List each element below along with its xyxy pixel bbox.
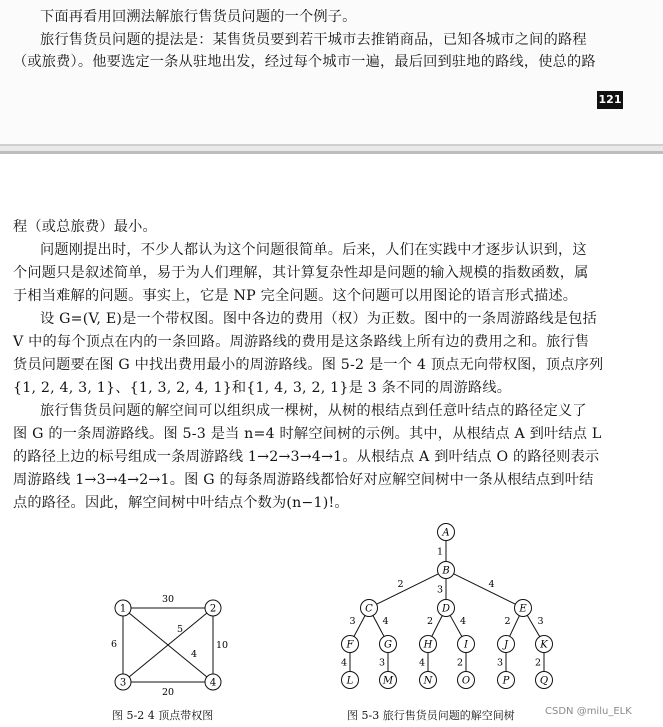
tree-edge-label: 2 <box>534 657 542 669</box>
text-line: 下面再看用回溯法解旅行售货员问题的一个例子。 <box>40 9 357 25</box>
watermark: CSDN @milu_ELK <box>545 706 632 717</box>
tree-edge-E-J <box>510 616 520 637</box>
text-line: 的路径上边的标号组成一条周游路线 1→2→3→4→1。从根结点 A 到叶结点 O 的路径则表示 <box>13 449 600 465</box>
tree-node-label: B <box>442 565 450 577</box>
graph-edge-weight: 6 <box>110 639 118 650</box>
text-line: 点的路径。因此，解空间树中叶结点个数为(n−1)!。 <box>13 495 349 511</box>
tree-edge-label: 3 <box>537 616 544 627</box>
graph-edge-weight: 30 <box>161 594 175 605</box>
text-line: 设 G=(V, E)是一个带权图。图中各边的费用（权）为正数。图中的一条周游路线是包括 <box>40 311 597 327</box>
tree-node-label: C <box>365 603 373 615</box>
tree-node-label: M <box>382 675 394 687</box>
solution-tree-figure <box>330 520 570 696</box>
graph-edge-weight: 10 <box>215 640 229 651</box>
page-number: 121 <box>597 91 623 109</box>
graph-vertex-label: 2 <box>209 603 217 615</box>
tree-node-label: P <box>502 675 510 687</box>
tree-edge-label: 2 <box>456 657 464 669</box>
tree-edge-D-H <box>432 616 442 637</box>
tree-edge-label: 3 <box>436 584 444 596</box>
tree-node-label: F <box>346 639 354 651</box>
tree-edge-label: 4 <box>382 616 389 627</box>
text-line: 图 G 的一条周游路线。图 5-3 是当 n=4 时解空间树的示例。其中，从根结点 A 到叶结点 L <box>13 426 602 442</box>
tree-caption: 图 5-3 旅行售货员问题的解空间树 <box>347 709 515 722</box>
tree-node-label: H <box>423 639 433 651</box>
text-line: 旅行售货员问题的解空间可以组织成一棵树，从树的根结点到任意叶结点的路径定义了 <box>40 403 587 419</box>
graph-vertex-label: 1 <box>119 603 127 615</box>
text-line: V 中的每个顶点在内的一条回路。周游路线的费用是这条路线上所有边的费用之和。旅行售 <box>13 334 590 350</box>
tree-edge-label: 3 <box>378 657 386 669</box>
graph-vertex-label: 4 <box>209 677 217 689</box>
text-line: 周游路线 1→3→4→2→1。图 G 的每条周游路线都恰好对应解空间树中一条从根结点到叶结 <box>13 472 594 488</box>
tree-node-label: A <box>442 527 450 539</box>
graph-edge-weight: 4 <box>190 649 198 660</box>
tree-node-label: G <box>384 639 392 651</box>
tree-node-label: O <box>461 675 471 687</box>
tree-edge-label: 2 <box>504 616 511 627</box>
tree-edge-label: 2 <box>426 616 434 627</box>
tree-node-label: I <box>464 639 468 651</box>
tree-node-label: N <box>423 675 433 687</box>
text-line: 个问题只是叙述简单，易于为人们理解，其计算复杂性却是问题的输入规模的指数函数，属 <box>13 265 589 281</box>
tree-edge-label: 2 <box>397 579 404 590</box>
tree-edge-C-F <box>354 616 365 637</box>
tree-edge-label: 4 <box>488 579 495 590</box>
tree-edge-label: 4 <box>459 616 467 627</box>
graph-edge-weight: 5 <box>176 624 184 635</box>
tree-edge-label: 4 <box>418 657 426 669</box>
graph-caption: 图 5-2 4 顶点带权图 <box>112 709 214 722</box>
tree-node-label: L <box>346 675 354 687</box>
page-divider <box>0 144 663 154</box>
text-line: {1, 2, 4, 3, 1}、{1, 3, 2, 4, 1}和{1, 4, 3, 2, 1}是 3 条不同的周游路线。 <box>13 380 512 396</box>
tree-node-label: J <box>503 639 509 651</box>
tree-node-label: E <box>519 603 527 615</box>
weighted-graph-figure <box>100 590 240 700</box>
tree-node-label: D <box>441 603 451 615</box>
tree-node-label: K <box>540 639 548 651</box>
tree-edge-B-E <box>454 574 516 604</box>
text-line: 于相当难解的问题。事实上，它是 NP 完全问题。这个问题可以用图论的语言形式描述。 <box>13 288 578 304</box>
tree-edge-label: 1 <box>436 546 444 558</box>
tree-edge-label: 3 <box>349 616 356 627</box>
tree-edge-B-C <box>377 574 439 604</box>
text-line: 货员问题要在图 G 中找出费用最小的周游路线。图 5-2 是一个 4 顶点无向带权图，顶点序列 <box>13 357 604 373</box>
text-line: 程（或总旅费）最小。 <box>13 219 157 235</box>
tree-edge-label: 3 <box>496 657 504 669</box>
tree-node-label: Q <box>539 675 549 687</box>
graph-edge-weight: 20 <box>161 687 175 698</box>
tree-edge-label: 4 <box>340 657 348 669</box>
previous-page-fragment <box>0 0 663 144</box>
text-line: （或旅费）。他要选定一条从驻地出发，经过每个城市一遍，最后回到驻地的路线，使总的路 <box>13 54 596 70</box>
text-line: 旅行售货员问题的提法是：某售货员要到若干城市去推销商品，已知各城市之间的路程 <box>40 32 587 48</box>
text-line: 问题刚提出时，不少人都认为这个问题很简单。后来，人们在实践中才逐步认识到，这 <box>40 242 587 258</box>
graph-vertex-label: 3 <box>119 677 127 689</box>
